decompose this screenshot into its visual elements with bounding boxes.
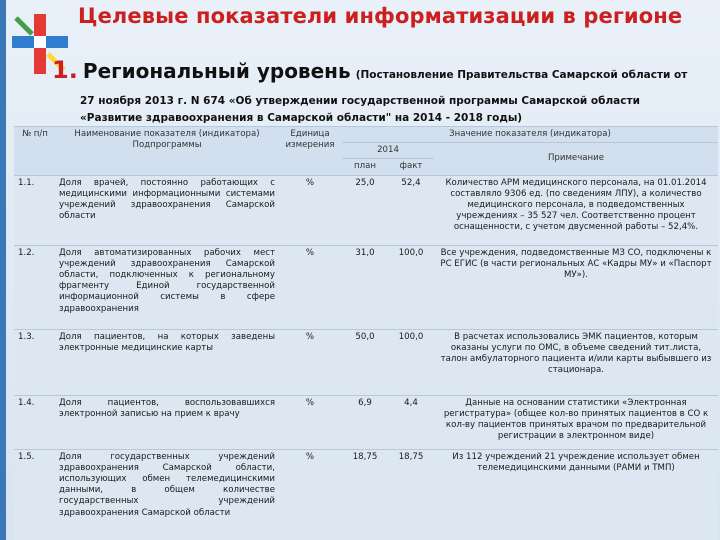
table-row bbox=[14, 245, 718, 329]
row-name: Доля государственных учреждений здравоохранения Самарской области, использующих обмен телемедицинскими данными, в общем количестве государственных учреждений здравоохранения Самарской области bbox=[56, 449, 278, 533]
row-name: Доля врачей, постоянно работающих с медицинскими информационными системами учреждений здравоохранения Самарской области bbox=[56, 175, 278, 245]
header-fact: факт bbox=[388, 159, 434, 175]
row-num: 1.5. bbox=[14, 449, 56, 533]
row-unit: % bbox=[278, 395, 342, 449]
row-unit: % bbox=[278, 175, 342, 245]
row-plan: 25,0 bbox=[342, 175, 388, 245]
header-value-group: Значение показателя (индикатора) bbox=[342, 127, 718, 143]
row-note: Все учреждения, подведомственные МЗ СО, подключены к РС ЕГИС (в части региональных АС «Кадры МУ» и «Паспорт МУ»). bbox=[434, 245, 718, 329]
header-name: Наименование показателя (индикатора) Подпрограммы bbox=[56, 127, 278, 176]
row-name: Доля пациентов, воспользовавшихся электронной записью на прием к врачу bbox=[56, 395, 278, 449]
table-row bbox=[14, 329, 718, 395]
row-name: Доля автоматизированных рабочих мест учреждений здравоохранения Самарской области, подключенных к региональному фрагменту Единой государственной информационной системы в сфере здравоохранения bbox=[56, 245, 278, 329]
header-note: Примечание bbox=[434, 143, 718, 175]
row-plan: 6,9 bbox=[342, 395, 388, 449]
row-note: Количество АРМ медицинского персонала, на 01.01.2014 составляло 9306 ед. (по сведениям ЛПУ), а количество медицинского персонала, в подведомственных учреждениях – 35 527 чел. Соответственно процент оснащенности, с учетом двусменной работы – 52,4%. bbox=[434, 175, 718, 245]
row-num: 1.1. bbox=[14, 175, 56, 245]
row-fact: 100,0 bbox=[388, 329, 434, 395]
row-fact: 18,75 bbox=[388, 449, 434, 533]
row-fact: 100,0 bbox=[388, 245, 434, 329]
header-num: № п/п bbox=[14, 127, 56, 176]
header-year: 2014 bbox=[342, 143, 434, 159]
row-num: 1.2. bbox=[14, 245, 56, 329]
row-unit: % bbox=[278, 245, 342, 329]
row-note: В расчетах использовались ЭМК пациентов, которым оказаны услуги по ОМС, в объеме сведений тит.листа, талон амбулаторного пациента и/или карты выбывшего из стационара. bbox=[434, 329, 718, 395]
decree-line-1: 27 ноября 2013 г. N 674 «Об утверждении государственной программы Самарской области bbox=[80, 95, 640, 107]
row-fact: 52,4 bbox=[388, 175, 434, 245]
decree-text bbox=[80, 93, 716, 127]
row-name: Доля пациентов, на которых заведены электронные медицинские карты bbox=[56, 329, 278, 395]
table-row bbox=[14, 175, 718, 245]
row-note: Из 112 учреждений 21 учреждение использует обмен телемедицинскими данными (РАМИ и ТМП) bbox=[434, 449, 718, 533]
section-heading bbox=[52, 56, 718, 84]
row-num: 1.3. bbox=[14, 329, 56, 395]
row-plan: 50,0 bbox=[342, 329, 388, 395]
table-row bbox=[14, 449, 718, 533]
indicators-table-container bbox=[14, 126, 718, 540]
section-number: 1. bbox=[52, 56, 78, 84]
row-unit: % bbox=[278, 449, 342, 533]
row-fact: 4,4 bbox=[388, 395, 434, 449]
decree-line-2: «Развитие здравоохранения в Самарской области" на 2014 - 2018 годы) bbox=[80, 112, 523, 124]
table-row bbox=[14, 395, 718, 449]
row-unit: % bbox=[278, 329, 342, 395]
header-unit: Единица измерения bbox=[278, 127, 342, 176]
section-title: Региональный уровень bbox=[82, 59, 351, 83]
row-num: 1.4. bbox=[14, 395, 56, 449]
header-plan: план bbox=[342, 159, 388, 175]
row-plan: 18,75 bbox=[342, 449, 388, 533]
row-note: Данные на основании статистики «Электронная регистратура» (общее кол-во принятых пациентов в СО к кол-ву пациентов принятых врачом по предварительной регистрации в электронном виде) bbox=[434, 395, 718, 449]
indicators-table bbox=[14, 126, 718, 533]
row-plan: 31,0 bbox=[342, 245, 388, 329]
page-title: Целевые показатели информатизации в регионе bbox=[78, 4, 683, 28]
decree-intro: (Постановление Правительства Самарской области от bbox=[355, 69, 688, 81]
